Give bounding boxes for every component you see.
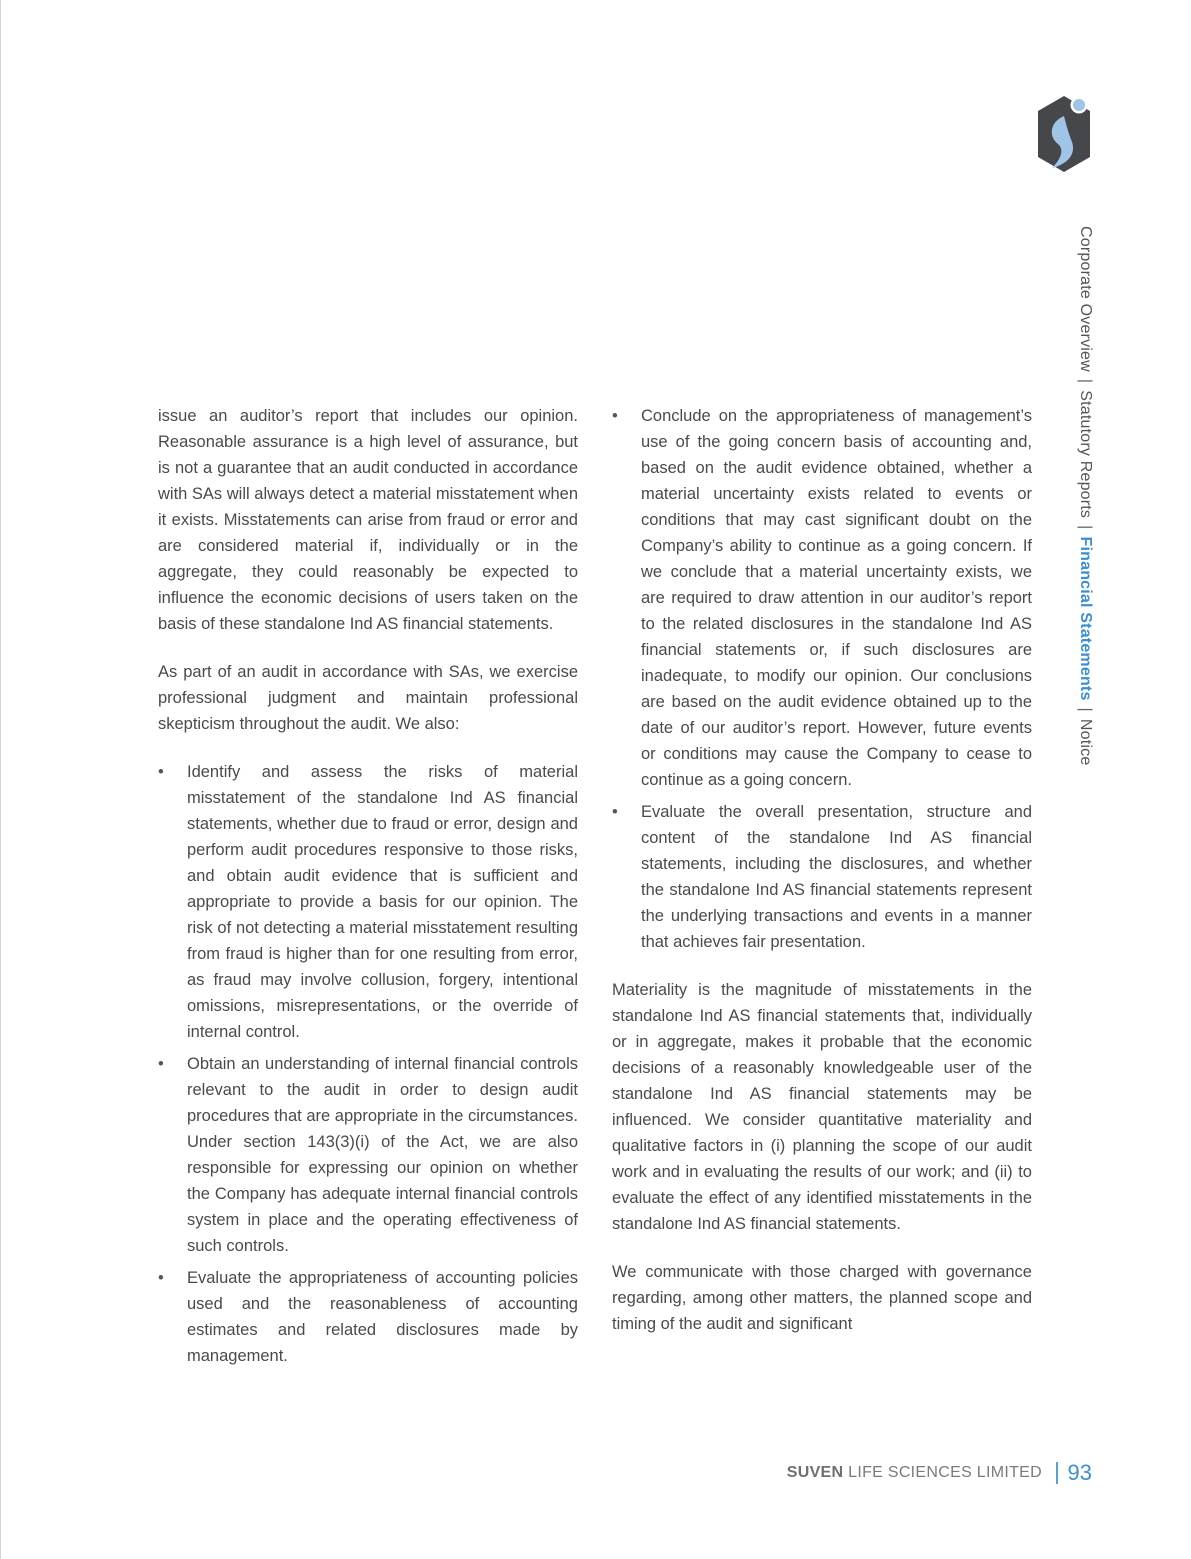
nav-item-corporate-overview[interactable]: Corporate Overview <box>1077 226 1094 372</box>
page-edge <box>0 0 1 1559</box>
paragraph: Materiality is the magnitude of misstatements in the standalone Ind AS financial statements that, individually or in aggregate, makes it probable that the economic decisions of a reasonably knowledgeable user of the standalone Ind AS financial statements may be influenced. We consider quantitative materiality and qualitative factors in (i) planning the scope of our audit work and in evaluating the results of our work; and (ii) to evaluate the effect of any identified misstatements in the standalone Ind AS financial statements. <box>612 981 1032 1233</box>
page-footer <box>787 1460 1092 1486</box>
footer-divider <box>1056 1462 1058 1484</box>
company-name-rest: LIFE SCIENCES LIMITED <box>843 1464 1043 1481</box>
nav-separator: | <box>1077 707 1094 712</box>
page-number: 93 <box>1067 1460 1092 1485</box>
nav-item-financial-statements[interactable]: Financial Statements <box>1077 536 1094 701</box>
left-column <box>158 403 578 1391</box>
list-item: • Obtain an understanding of internal financial controls relevant to the audit in order to design audit procedures that are appropriate in the circumstances. Under section 143(3)(i) of the Act, we are also responsible for expressing our opinion on whether the Company has adequate internal financial controls system in place and the operating effectiveness of such controls. <box>158 1051 578 1259</box>
nav-separator: | <box>1077 378 1094 384</box>
nav-item-statutory-reports[interactable]: Statutory Reports <box>1077 390 1094 519</box>
right-column <box>612 403 1032 1359</box>
nav-separator: | <box>1077 525 1094 530</box>
paragraph: As part of an audit in accordance with SAs, we exercise professional judgment and maintain professional skepticism throughout the audit. We also: <box>158 663 578 733</box>
bullet-list <box>158 759 578 1369</box>
section-nav <box>1072 226 1098 766</box>
list-item: • Identify and assess the risks of material misstatement of the standalone Ind AS financial statements, whether due to fraud or error, design and perform audit procedures responsive to those risks, and obtain audit evidence that is sufficient and appropriate to provide a basis for our opinion. The risk of not detecting a material misstatement resulting from fraud is higher than for one resulting from error, as fraud may involve collusion, forgery, intentional omissions, misrepresentations, or the override of internal control. <box>158 759 578 1045</box>
paragraph: issue an auditor’s report that includes our opinion. Reasonable assurance is a high level of assurance, but is not a guarantee that an audit conducted in accordance with SAs will always detect a material misstatement when it exists. Misstatements can arise from fraud or error and are considered material if, individually or in the aggregate, they could reasonably be expected to influence the economic decisions of users taken on the basis of these standalone Ind AS financial statements. <box>158 407 578 633</box>
bullet-list <box>612 403 1032 955</box>
list-item: • Conclude on the appropriateness of management’s use of the going concern basis of accounting and, based on the audit evidence obtained, whether a material uncertainty exists related to events or conditions that may cast significant doubt on the Company’s ability to continue as a going concern. If we conclude that a material uncertainty exists, we are required to draw attention in our auditor’s report to the related disclosures in the standalone Ind AS financial statements or, if such disclosures are inadequate, to modify our opinion. Our conclusions are based on the audit evidence obtained up to the date of our auditor’s report. However, future events or conditions may cause the Company to cease to continue as a going concern. <box>612 403 1032 793</box>
nav-item-notice[interactable]: Notice <box>1077 718 1094 766</box>
list-item: • Evaluate the overall presentation, structure and content of the standalone Ind AS financial statements, including the disclosures, and whether the standalone Ind AS financial statements represent the underlying transactions and events in a manner that achieves fair presentation. <box>612 799 1032 955</box>
paragraph: We communicate with those charged with governance regarding, among other matters, the planned scope and timing of the audit and significant <box>612 1263 1032 1333</box>
list-item: • Evaluate the appropriateness of accounting policies used and the reasonableness of accounting estimates and related disclosures made by management. <box>158 1265 578 1369</box>
company-logo-icon <box>1034 94 1094 174</box>
company-name <box>787 1464 1042 1482</box>
company-name-bold: SUVEN <box>786 1464 844 1481</box>
